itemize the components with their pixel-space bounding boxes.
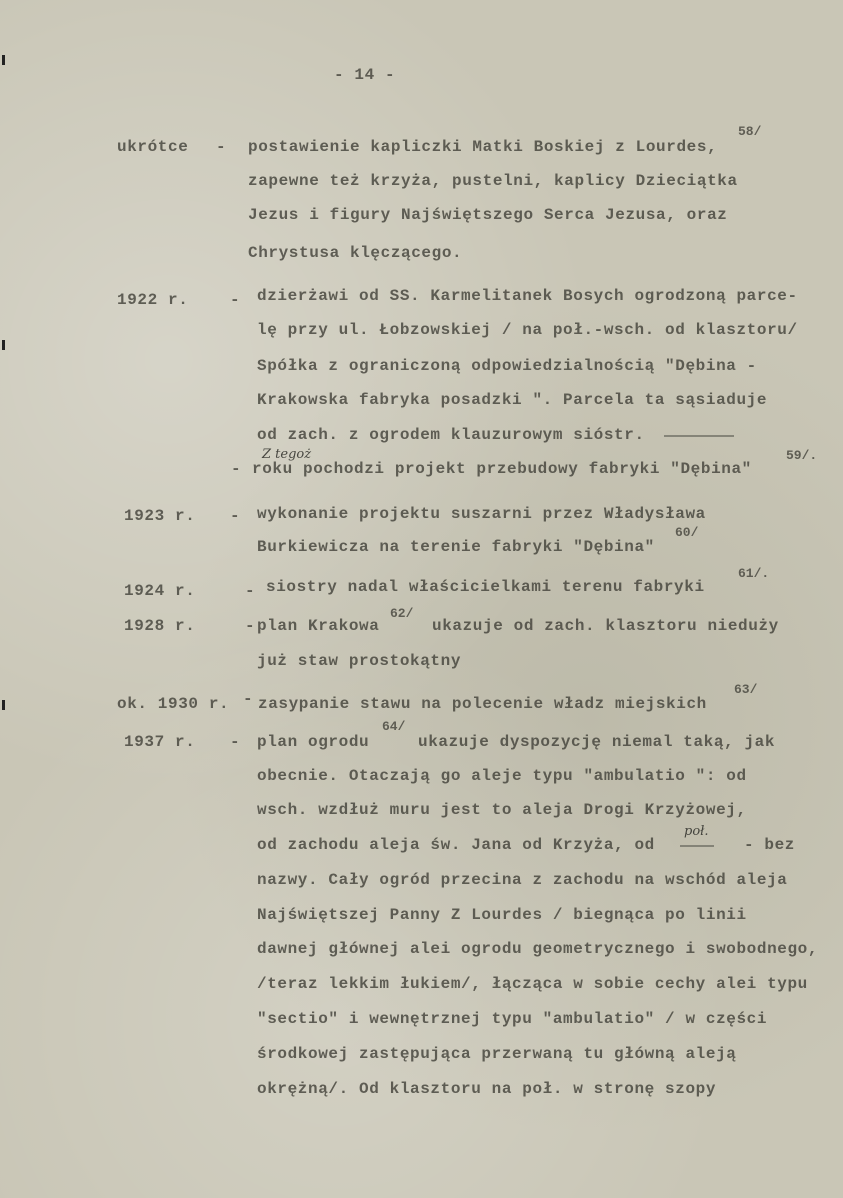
footnote-ref: 61/. bbox=[738, 566, 770, 581]
entry-date: 1922 r. bbox=[117, 291, 189, 309]
entry-line: ukazuje dyspozycję niemal taką, jak bbox=[418, 733, 776, 751]
entry-dash: - bbox=[230, 291, 241, 309]
scan-edge-mark bbox=[2, 700, 5, 710]
entry-line: okrężną/. Od klasztoru na poł. w stronę szopy bbox=[257, 1080, 717, 1098]
handwritten-insert: Z tegoż bbox=[262, 447, 312, 462]
footnote-ref: 64/ bbox=[382, 719, 406, 734]
entry-line: zasypanie stawu na polecenie władz miejskich bbox=[258, 695, 707, 713]
handwritten-correction: poł. bbox=[684, 824, 709, 839]
footnote-ref: 59/. bbox=[786, 448, 818, 463]
footnote-ref: 63/ bbox=[734, 682, 758, 697]
entry-line: od zachodu aleja św. Jana od Krzyża, od bbox=[257, 836, 655, 854]
entry-line: dawnej głównej alei ogrodu geometrycznego i swobodnego, bbox=[257, 940, 819, 958]
entry-line: - bez bbox=[744, 836, 796, 854]
page-number: - 14 - bbox=[334, 66, 396, 84]
entry-line: Krakowska fabryka posadzki ". Parcela ta sąsiaduje bbox=[257, 391, 768, 409]
entry-line: /teraz lekkim łukiem/, łącząca w sobie cechy alei typu bbox=[257, 975, 808, 993]
entry-dash: - bbox=[230, 733, 241, 751]
entry-line: nazwy. Cały ogród przecina z zachodu na wschód aleja bbox=[257, 871, 788, 889]
entry-date: 1937 r. bbox=[124, 733, 196, 751]
entry-dash: - bbox=[230, 507, 241, 525]
entry-line: Spółka z ograniczoną odpowiedzialnością "Dębina - bbox=[257, 357, 757, 375]
entry-line: "sectio" i wewnętrznej typu "ambulatio" / w części bbox=[257, 1010, 768, 1028]
entry-date: 1923 r. bbox=[124, 507, 196, 525]
entry-line: lę przy ul. Łobzowskiej / na poł.-wsch. od klasztoru/ bbox=[257, 321, 798, 339]
entry-date: 1924 r. bbox=[124, 582, 196, 600]
entry-line: plan Krakowa bbox=[257, 617, 380, 635]
entry-line: od zach. z ogrodem klauzurowym sióstr. bbox=[257, 426, 645, 444]
entry-line: wsch. wzdłuż muru jest to aleja Drogi Krzyżowej, bbox=[257, 801, 747, 819]
entry-dash: - bbox=[216, 138, 227, 156]
entry-line: wykonanie projektu suszarni przez Władysława bbox=[257, 505, 706, 523]
scan-edge-mark bbox=[2, 55, 5, 65]
entry-line: obecnie. Otaczają go aleje typu "ambulatio ": od bbox=[257, 767, 747, 785]
entry-date: 1928 r. bbox=[124, 617, 196, 635]
entry-line: zapewne też krzyża, pustelni, kaplicy Dzieciątka bbox=[248, 172, 738, 190]
entry-line: Burkiewicza na terenie fabryki "Dębina" bbox=[257, 538, 655, 556]
entry-line: dzierżawi od SS. Karmelitanek Bosych ogrodzoną parce- bbox=[257, 287, 798, 305]
entry-dash: - bbox=[245, 582, 256, 600]
entry-line: ukazuje od zach. klasztoru nieduży bbox=[432, 617, 779, 635]
entry-dash: - bbox=[231, 460, 242, 478]
entry-date: ukrótce bbox=[117, 138, 189, 156]
entry-line: Najświętszej Panny Z Lourdes / biegnąca po linii bbox=[257, 906, 747, 924]
entry-line: Chrystusa klęczącego. bbox=[248, 244, 463, 262]
footnote-ref: 62/ bbox=[390, 606, 414, 621]
footnote-ref: 60/ bbox=[675, 525, 699, 540]
footnote-ref: 58/ bbox=[738, 124, 762, 139]
entry-dash: - bbox=[245, 617, 256, 635]
entry-date: ok. 1930 r. bbox=[117, 695, 230, 713]
entry-line: już staw prostokątny bbox=[257, 652, 462, 670]
entry-line: siostry nadal właścicielkami terenu fabryki bbox=[266, 578, 705, 596]
entry-dash: - bbox=[243, 690, 254, 708]
entry-line: postawienie kapliczki Matki Boskiej z Lourdes, bbox=[248, 138, 718, 156]
entry-line: Jezus i figury Najświętszego Serca Jezusa, oraz bbox=[248, 206, 728, 224]
strikethrough-mark bbox=[680, 845, 714, 847]
entry-line: środkowej zastępująca przerwaną tu główną aleją bbox=[257, 1045, 737, 1063]
strikethrough-mark bbox=[664, 435, 734, 437]
scan-edge-mark bbox=[2, 340, 5, 350]
entry-line: plan ogrodu bbox=[257, 733, 370, 751]
entry-line: roku pochodzi projekt przebudowy fabryki "Dębina" bbox=[252, 460, 752, 478]
